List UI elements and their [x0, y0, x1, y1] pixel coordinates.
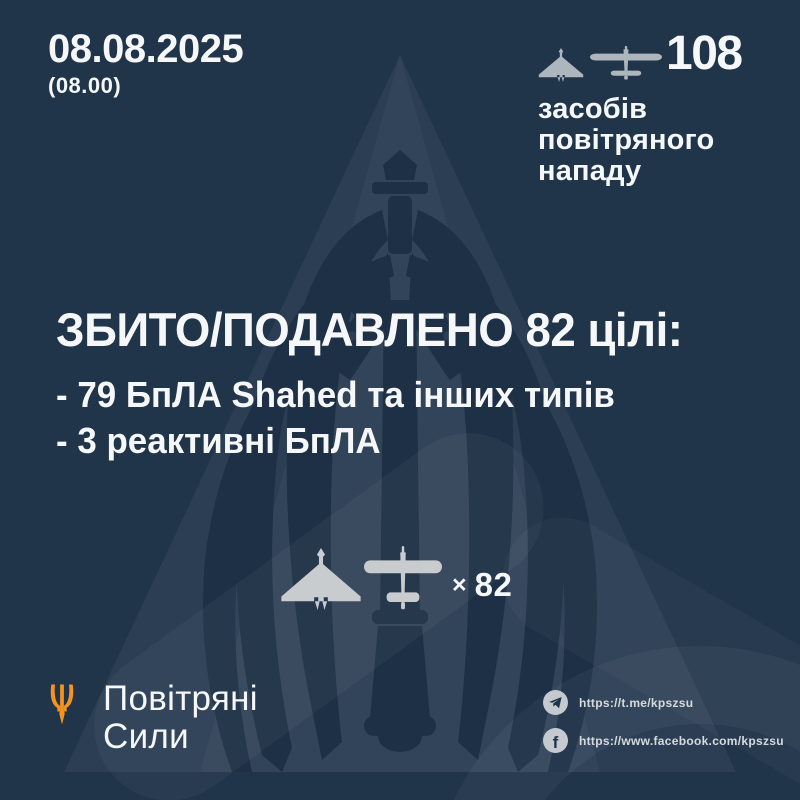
tally-text	[452, 566, 512, 604]
telegram-link[interactable]	[543, 690, 784, 715]
prop-plane-icon	[364, 546, 442, 610]
org-name-line: Повітряні	[103, 679, 258, 718]
shahed-drone-icon	[280, 548, 362, 610]
headline-text: ЗБИТО/ПОДАВЛЕНО 82 цілі:	[56, 303, 683, 356]
facebook-icon: f	[543, 728, 568, 753]
attack-caption	[538, 94, 768, 187]
social-links	[543, 690, 784, 766]
telegram-url-text: https://t.me/kpszsu	[579, 695, 694, 710]
attack-summary	[538, 27, 768, 187]
result-item: - 3 реактивні БпЛА	[56, 420, 381, 461]
org-name	[103, 680, 258, 756]
org-name-line: Сили	[103, 717, 189, 756]
shahed-drone-icon	[538, 48, 584, 82]
report-time: (08.00)	[48, 73, 122, 98]
prop-plane-icon	[590, 46, 662, 80]
attack-count: 108	[666, 27, 742, 80]
attack-icons	[538, 27, 768, 88]
trident-icon	[48, 683, 76, 727]
times-sign: ×	[452, 571, 467, 599]
attack-caption-line: нападу	[538, 155, 642, 187]
attack-caption-line: засобів	[538, 93, 648, 125]
report-date: 08.08.2025	[48, 27, 244, 71]
telegram-icon	[543, 690, 568, 715]
results-block	[56, 304, 756, 464]
result-items	[56, 372, 735, 464]
attack-caption-line: повітряного	[538, 124, 715, 156]
date-block	[48, 28, 243, 99]
result-item: - 79 БпЛА Shahed та інших типів	[56, 374, 615, 415]
branding-block	[48, 680, 258, 756]
facebook-link[interactable]	[543, 728, 784, 753]
facebook-url-text: https://www.facebook.com/kpszsu	[579, 733, 784, 748]
tally-count: 82	[474, 566, 513, 603]
